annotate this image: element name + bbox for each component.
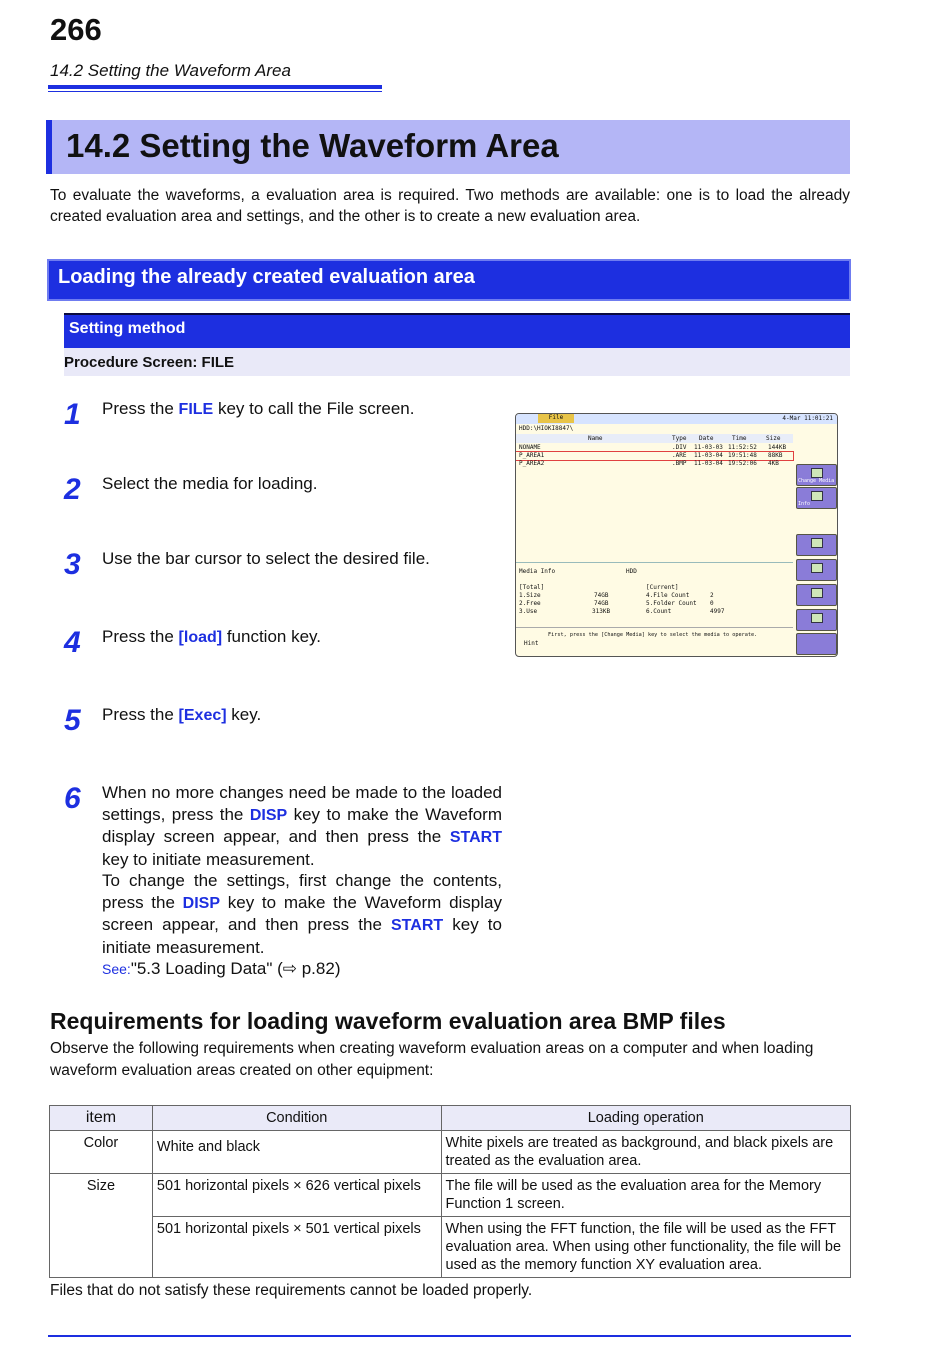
- table-header-row: [50, 1106, 851, 1131]
- item-cell: Size: [50, 1174, 153, 1278]
- key-name: DISP: [249, 806, 288, 824]
- folder-icon: [811, 538, 823, 548]
- section-banner-accent: [46, 120, 52, 174]
- running-header: 14.2 Setting the Waveform Area: [50, 61, 291, 80]
- step-number: 5: [64, 704, 81, 737]
- function-key-4[interactable]: [796, 609, 837, 631]
- item-cell: Color: [50, 1131, 153, 1174]
- open-folder-icon: [811, 588, 823, 598]
- section-banner: [46, 120, 850, 174]
- footer-rule: [48, 1335, 851, 1337]
- total-label: [Total]: [519, 584, 545, 591]
- file-row-selected[interactable]: P_AREA1 .ARE 11-03-04 19:51:48 88KB: [516, 452, 793, 460]
- subsection-title: Loading the already created evaluation area: [58, 266, 475, 288]
- requirements-footer-note: Files that do not satisfy these requirements cannot be loaded properly.: [50, 1282, 533, 1299]
- requirements-title: Requirements for loading waveform evaluation area BMP files: [50, 1008, 726, 1034]
- media-info-label: Media Info: [519, 568, 556, 575]
- function-key-3[interactable]: [796, 584, 837, 606]
- page-number: 266: [50, 12, 102, 47]
- key-name: START: [449, 829, 502, 846]
- current-label: [Current]: [646, 584, 679, 591]
- table-row: [50, 1217, 851, 1278]
- operation-cell: When using the FFT function, the file will be used as the FFT evaluation area. When using other functionality, the file will be used as the memory function XY evaluation area.: [441, 1217, 850, 1278]
- header-item: item: [50, 1106, 153, 1131]
- step-number: 6: [64, 782, 81, 815]
- header-rule-thin: [48, 91, 382, 92]
- hint-area: [516, 627, 793, 654]
- file-screen-screenshot: File 4-Mar 11:01:21 HDD:\HIOKI8847\ Name Type Date Time Size NONAME .DIV 11-03-03 11:52:52 144KB P_AREA1 .ARE 11-03-04 19:51:48 88KB P_AREA2 .BMP 11-03-04 19:52:06 4KB Change Media Info Media Info HDD [Total] [Current] 1.Size 74GB 2.Free 74GB 3.Use 313KB 4.File Count 2 5.Folder Count 0 6.Count 4997 First, press the [Change Media] key to select the media to operate. Hint: [515, 413, 838, 657]
- key-name: [Exec]: [178, 707, 227, 724]
- step-text: Press the FILE key to call the File screen.: [102, 399, 415, 418]
- info-button[interactable]: Info: [796, 487, 837, 509]
- step-text: Press the [load] function key.: [102, 627, 321, 646]
- section-title: 14.2 Setting the Waveform Area: [66, 127, 559, 164]
- file-row[interactable]: P_AREA2 .BMP 11-03-04 19:52:06 4KB: [519, 460, 779, 467]
- requirements-intro: Observe the following requirements when creating waveform evaluation areas on a computer and when loading waveform evaluation areas created on other equipment:: [50, 1040, 814, 1079]
- procedure-bar: [64, 348, 850, 376]
- step-text: Use the bar cursor to select the desired file.: [102, 549, 430, 568]
- step-number: 1: [64, 398, 81, 431]
- step-number: 4: [64, 626, 81, 659]
- setting-method-bar: [64, 313, 850, 348]
- screen-clock: 4-Mar 11:01:21: [782, 415, 833, 422]
- key-name: [load]: [178, 629, 223, 646]
- delete-icon: [811, 613, 823, 623]
- condition-cell: 501 horizontal pixels × 626 vertical pixels: [152, 1174, 441, 1217]
- condition-cell: 501 horizontal pixels × 501 vertical pixels: [152, 1217, 441, 1278]
- key-name: DISP: [182, 894, 221, 912]
- key-name: FILE: [178, 401, 214, 418]
- file-row[interactable]: NONAME .DIV 11-03-03 11:52:52 144KB: [519, 444, 787, 451]
- requirements-table: [49, 1105, 851, 1278]
- table-row: [50, 1131, 851, 1174]
- media-icon: [811, 468, 823, 478]
- subsection-banner: [49, 261, 849, 299]
- table-row: [50, 1174, 851, 1217]
- step-text: When no more changes need be made to the loaded settings, press the DISP key to make the Waveform display screen appear, and then press the START key to initiate measurement. To change the settings, first change the contents, press the DISP key to make the Waveform display screen appear, and then press the START key to initiate measurement. See:"5.3 Loading Data" (⇨ p.82): [102, 783, 503, 978]
- column-name: Name: [588, 435, 603, 442]
- procedure-label: Procedure Screen: FILE: [64, 354, 235, 371]
- hint-text: First, press the [Change Media] key to select the media to operate.: [548, 632, 758, 638]
- load-icon: [811, 563, 823, 573]
- section-intro: To evaluate the waveforms, a evaluation area is required. Two methods are available: one is to load the already created evaluation area and settings, and the other is to create a new evaluation area.: [50, 187, 850, 225]
- step-text: Select the media for loading.: [102, 474, 318, 493]
- change-media-button[interactable]: Change Media: [796, 464, 837, 486]
- step-text: Press the [Exec] key.: [102, 705, 262, 724]
- info-icon: [811, 491, 823, 501]
- operation-cell: White pixels are treated as background, and black pixels are treated as the evaluation area.: [441, 1131, 850, 1174]
- step-number: 2: [64, 473, 81, 506]
- setting-method-label: Setting method: [69, 320, 186, 337]
- function-key-2[interactable]: [796, 559, 837, 581]
- media-name: HDD: [626, 568, 637, 575]
- column-time: Time: [732, 435, 747, 442]
- screen-divider: [516, 562, 793, 563]
- file-list-header: [516, 434, 793, 443]
- header-loading-operation: Loading operation: [441, 1106, 850, 1131]
- condition-cell: White and black: [152, 1131, 441, 1174]
- hint-label: Hint: [524, 640, 539, 647]
- function-key-5[interactable]: [796, 633, 837, 655]
- operation-cell: The file will be used as the evaluation area for the Memory Function 1 screen.: [441, 1174, 850, 1217]
- header-condition: Condition: [152, 1106, 441, 1131]
- key-name: START: [391, 917, 444, 934]
- function-key-1[interactable]: [796, 534, 837, 556]
- file-tab: File: [538, 414, 574, 423]
- see-label: See:: [102, 961, 131, 977]
- screen-path: HDD:\HIOKI8847\: [519, 425, 574, 432]
- step-number: 3: [64, 548, 81, 581]
- see-reference: "5.3 Loading Data" (⇨ p.82): [130, 959, 341, 978]
- column-date: Date: [699, 435, 714, 442]
- header-rule: [48, 85, 382, 89]
- column-type: Type: [672, 435, 687, 442]
- column-size: Size: [766, 435, 781, 442]
